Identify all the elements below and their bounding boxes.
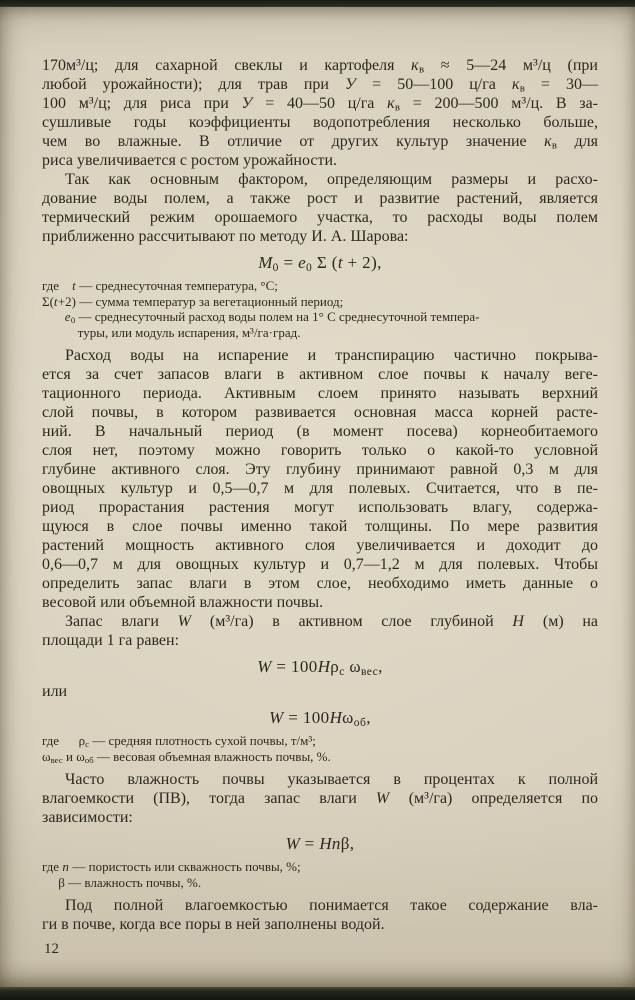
paragraph-active-layer: [42, 346, 598, 612]
text-line: глубине активного слоя. Эту глубину принимают равной 0,3 м для: [42, 461, 598, 478]
text-line: ний. В начальный период (в момент посева) корнеобитаемого: [42, 423, 598, 440]
text-line: 170м³/ц; для сахарной свеклы и картофеля $к_в$ ≈ 5—24 м³/ц (при: [42, 57, 598, 76]
definition-line: где n — пористость или скважность почвы, %;: [42, 859, 301, 874]
formula-porosity: W = Hnβ,: [285, 834, 355, 853]
text-line: риса увеличивается с ростом урожайности.: [42, 152, 338, 169]
formula-moisture-volume: $W = 100H\omega_{об}$,: [269, 708, 371, 729]
text-line: влагоемкости (ПВ), тогда запас влаги W (м³/га) определяется по: [42, 790, 599, 807]
text-block: [42, 56, 598, 934]
paragraph-full-capacity: [42, 770, 598, 827]
text-line: ется за счет запасов влаги в активном слое почвы к началу веге-: [42, 366, 598, 383]
text-line: дование воды полем, а также рост и развитие растений, является: [42, 190, 598, 207]
text-line: 100 м³/ц; для риса при У = 40—50 ц/га $к_в$ = 200—500 м³/ц. В за-: [42, 95, 598, 114]
or-label: или: [42, 683, 68, 700]
definition-list-moisture: [42, 733, 598, 764]
definition-line: $e_0$ — среднесуточный расход воды полем на 1° С среднесуточной темпера-: [64, 309, 480, 326]
text-line: 0,6—0,7 м для овощных культур и 0,7—1,2 м для полевых. Чтобы: [42, 556, 598, 573]
text-line: Под полной влагоемкостью понимается такое содержание вла-: [65, 897, 598, 914]
text-line: Так как основным фактором, определяющим размеры и расхо-: [65, 171, 598, 188]
text-line: Запас влаги W (м³/га) в активном слое глубиной Н (м) на: [65, 613, 598, 630]
text-line: овощных культур и 0,5—0,7 м для полевых. Считается, что в пе-: [42, 480, 598, 497]
text-line: площади 1 га равен:: [42, 632, 180, 649]
definition-line: туры, или модуль испарения, м³/га·град.: [42, 324, 301, 340]
definition-line: $\omega_{вес}$ и $\omega_{об}$ — весовая объемная влажность почвы, %.: [42, 748, 331, 765]
formula-moisture-weight: $W = 100H\rho_с$ $\omega_{вес}$,: [257, 657, 383, 678]
text-line: любой урожайности); для трав при У = 50—100 ц/га $к_в$ = 30—: [42, 76, 598, 95]
text-line: чем во влажные. В отличие от других культур значение $к_в$ для: [42, 133, 599, 152]
definition-line: где t — среднесуточная температура, °С;: [42, 278, 278, 293]
definition-list-porosity: [42, 859, 598, 890]
definition-list-sharov: [42, 278, 598, 340]
paragraph-sharov-method: [42, 170, 598, 246]
text-line: слоя нет, поэтому можно говорить только о какой-то условной: [42, 442, 598, 459]
text-line: Часто влажность почвы указывается в процентах к полной: [65, 771, 598, 788]
text-line: риод прорастания растения могут использовать влагу, содержа-: [42, 499, 598, 516]
text-line: определить запас влаги в этом слое, необходимо иметь данные о: [42, 575, 598, 592]
definition-line: β — влажность почвы, %.: [42, 874, 202, 890]
formula-sharov: $M_0 = e_0$ Σ (t + 2),: [258, 253, 382, 274]
text-line: слой почвы, в котором развивается основная масса корней расте-: [42, 404, 598, 421]
paragraph-conclusion: [42, 896, 598, 934]
text-line: ги в почве, когда все поры в ней заполнены водой.: [42, 916, 385, 933]
text-line: сушливые годы коэффициенты водопотребления несколько больше,: [42, 114, 598, 131]
text-line: приближенно рассчитывают по методу И. А. Шарова:: [42, 228, 409, 245]
scan-edge-bottom: [0, 987, 635, 1000]
paragraph-water-coefficients: [42, 56, 598, 170]
scan-edge-top: [0, 0, 635, 7]
definition-line: где $\rho_с$ — средняя плотность сухой почвы, т/м³;: [42, 733, 316, 750]
text-line: термический режим орошаемого участка, то расходы воды полем: [42, 209, 598, 226]
text-line: щуюся в слое почвы именно такой толщины. По мере развития: [42, 518, 598, 535]
paragraph-moisture-reserve: [42, 612, 598, 650]
page-number: 12: [44, 941, 59, 957]
text-line: Расход воды на испарение и транспирацию частично покрыва-: [65, 347, 598, 364]
text-line: весовой или объемной влажности почвы.: [42, 594, 324, 611]
definition-line: Σ(t+2) — сумма температур за вегетационный период;: [42, 293, 344, 309]
text-line: тационного периода. Активным слоем принято называть верхний: [42, 385, 598, 402]
text-line: зависимости:: [42, 809, 133, 826]
text-line: растений мощность активного слоя увеличивается и доходит до: [42, 537, 598, 554]
book-page: [0, 6, 635, 988]
